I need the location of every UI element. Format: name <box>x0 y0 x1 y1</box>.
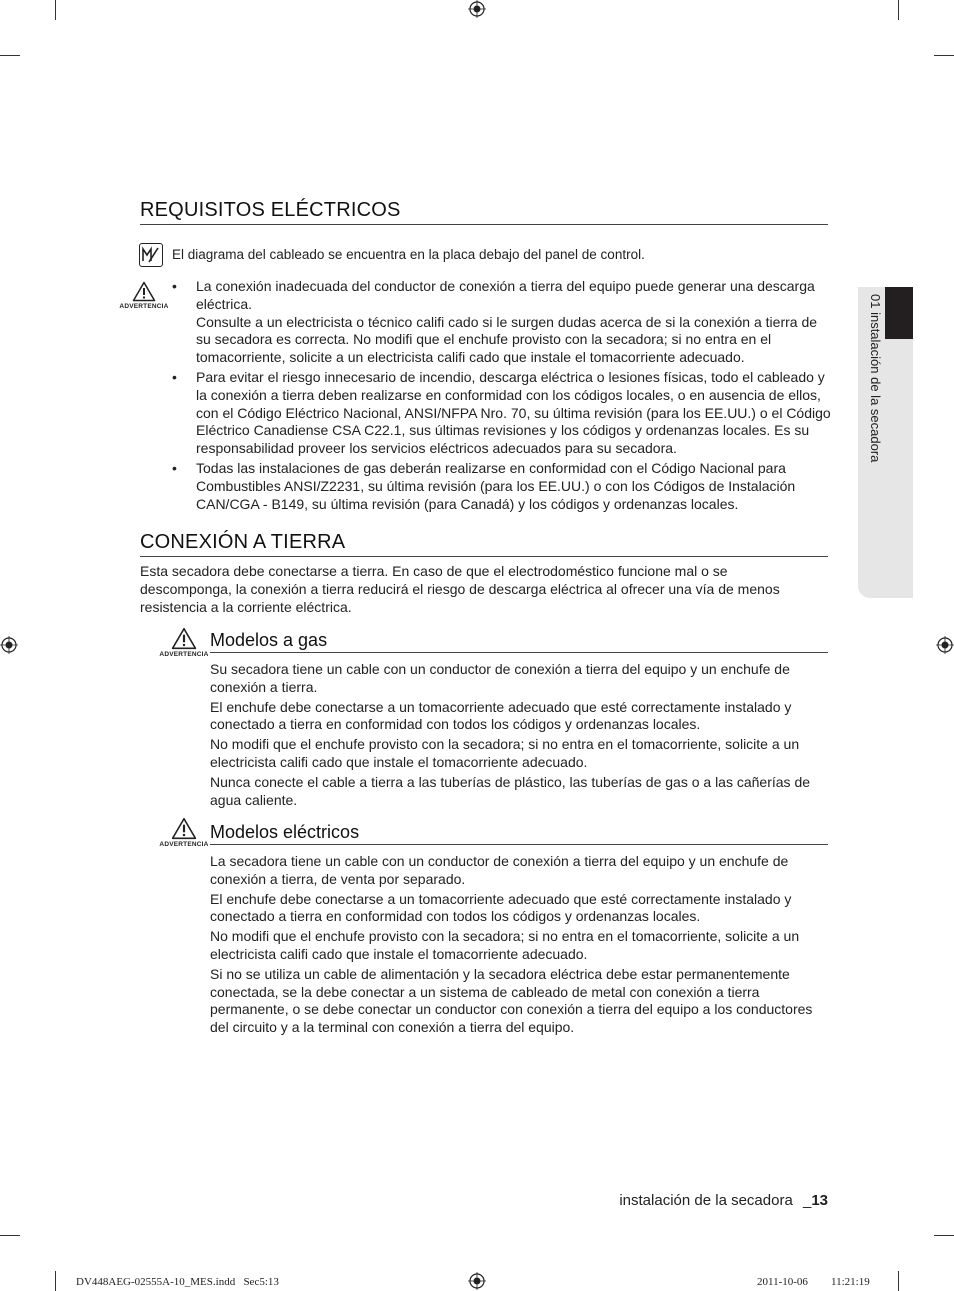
slug-file: DV448AEG-02555A-10_MES.indd Sec5:13 <box>76 1276 279 1288</box>
bullet-text: Todas las instalaciones de gas deberán realizarse en conformidad con el Código Nacional para Combustibles ANSI/Z2231, su última revisión (para los EE.UU.) o con los Códigos de Instalación CAN/CGA - B149, su última revisión (para Canadá) y los códigos y ordenanzas locales. <box>196 459 796 512</box>
section-title-electrical: REQUISITOS ELÉCTRICOS <box>140 199 828 225</box>
warning-label: ADVERTENCIA <box>159 841 209 848</box>
warning-symbol <box>156 627 212 658</box>
crop-mark <box>934 55 954 56</box>
slug-date: 2011-10-06 <box>757 1276 808 1288</box>
bullet-extra-text: Consulte a un electricista o técnico califi cado si le surgen dudas acerca de si la conexión a tierra de su secadora es correcta. No modifi que el enchufe provisto con la secadora; si no entra en el tomacorriente, solicite a un electricista califi cado que instale el tomacorriente adecuado. <box>196 313 818 366</box>
paragraph: La secadora tiene un cable con un conductor de conexión a tierra del equipo y un enchufe de conexión a tierra, de venta por separado. <box>210 853 789 887</box>
subsection-title-gas: Modelos a gas <box>210 630 828 653</box>
crop-mark <box>0 55 20 56</box>
gas-paragraphs <box>210 661 830 811</box>
registration-mark-icon <box>936 636 954 654</box>
subsection-title-electric: Modelos eléctricos <box>210 822 828 845</box>
slug-time: 11:21:19 <box>831 1276 870 1288</box>
list-item: • Para evitar el riesgo innecesario de incendio, descarga eléctrica o lesiones físicas, todo el cableado y la conexión a tierra deben realizarse en conformidad con los códigos locales, o en ausencia de ellos, con el Código Eléctrico Nacional, ANSI/NFPA Nro. 70, su última revisión (para los EE.UU.) o el Código Eléctrico Canadiense CSA C22.1, sus últimas revisiones y los códigos y ordenanzas locales. Es su responsabilidad proveer los servicios eléctricos adecuados para su secadora. <box>172 368 831 457</box>
warning-triangle-icon <box>132 281 156 302</box>
page-footer <box>560 1192 828 1209</box>
bullet-text: La conexión inadecuada del conductor de conexión a tierra del equipo puede generar una descarga eléctrica. <box>196 278 815 312</box>
warning-symbol <box>116 281 172 310</box>
paragraph: El enchufe debe conectarse a un tomacorriente adecuado que esté correctamente instalado y conectado a tierra en conformidad con todos los códigos y ordenanzas locales. <box>210 698 792 733</box>
registration-mark-icon <box>468 1272 486 1290</box>
list-item: • La conexión inadecuada del conductor de conexión a tierra del equipo puede generar una descarga eléctrica. Consulte a un electricista o técnico califi cado si le surgen dudas acerca de si la conexión a tierra de su secadora es correcta. No modifi que el enchufe provisto con la secadora; si no entra en el tomacorriente, solicite a un electricista califi cado que instale el tomacorriente adecuado. <box>172 278 832 367</box>
paragraph: Su secadora tiene un cable con un conductor de conexión a tierra del equipo y un enchufe de conexión a tierra. <box>210 661 790 695</box>
warning-triangle-icon <box>171 817 197 840</box>
crop-mark <box>898 1271 899 1291</box>
bullet-text: Para evitar el riesgo innecesario de incendio, descarga eléctrica o lesiones físicas, todo el cableado y la conexión a tierra deben realizarse en conformidad con los códigos locales, o en ausencia de ellos, con el Código Eléctrico Nacional, ANSI/NFPA Nro. 70, su última revisión (para los EE.UU.) o el Código Eléctrico Canadiense CSA C22.1, sus últimas revisiones y los códigos y ordenanzas locales. Es su responsabilidad proveer los servicios eléctricos adecuados para su secadora. <box>196 368 831 457</box>
warning-triangle-icon <box>171 627 197 650</box>
electric-paragraphs <box>210 853 830 1039</box>
crop-mark <box>55 0 56 20</box>
list-item: • Todas las instalaciones de gas deberán realizarse en conformidad con el Código Nacional para Combustibles ANSI/Z2231, su última revisión (para los EE.UU.) o con los Códigos de Instalación CAN/CGA - B149, su última revisión (para Canadá) y los códigos y ordenanzas locales. <box>172 460 832 513</box>
crop-mark <box>0 1235 20 1236</box>
crop-mark <box>55 1271 56 1291</box>
grounding-intro: Esta secadora debe conectarse a tierra. En caso de que el electrodoméstico funcione mal o se descomponga, la conexión a tierra reducirá el riesgo de descarga eléctrica al ofrecer una vía de menos resistencia a la corriente eléctrica. <box>140 563 780 615</box>
warning-label: ADVERTENCIA <box>159 651 209 658</box>
page-number: 13 <box>811 1192 828 1209</box>
paragraph: No modifi que el enchufe provisto con la secadora; si no entra en el tomacorriente, solicite a un electricista califi cado que instale el tomacorriente adecuado. <box>210 736 800 770</box>
crop-mark <box>898 0 899 20</box>
paragraph: No modifi que el enchufe provisto con la secadora; si no entra en el tomacorriente, solicite a un electricista califi cado que instale el tomacorriente adecuado. <box>210 928 800 962</box>
footer-section: instalación de la secadora <box>619 1192 793 1209</box>
footer-page-prefix: _ <box>802 1192 812 1209</box>
electrical-bullet-list <box>172 278 832 515</box>
paragraph: El enchufe debe conectarse a un tomacorriente adecuado que esté correctamente instalado y conectado a tierra en conformidad con todos los códigos y ordenanzas locales. <box>210 890 792 925</box>
side-tab-marker <box>885 287 913 339</box>
crop-mark <box>934 1235 954 1236</box>
warning-label: ADVERTENCIA <box>119 303 169 310</box>
paragraph: Si no se utiliza un cable de alimentación y la secadora eléctrica debe estar permanentemente conectada, se la debe conectar a un sistema de cableado de metal con conexión a tierra permanente, o se debe conectar un conductor con conexión a tierra del equipo a los conductores del circuito y a la terminal con conexión a tierra del equipo. <box>210 965 813 1036</box>
side-tab-label: 01 instalación de la secadora <box>868 294 883 463</box>
registration-mark-icon <box>468 0 486 18</box>
warning-symbol <box>156 817 212 848</box>
note-text: El diagrama del cableado se encuentra en la placa debajo del panel de control. <box>172 247 645 262</box>
section-title-grounding: CONEXIÓN A TIERRA <box>140 531 828 557</box>
note-icon <box>139 243 163 267</box>
paragraph: Nunca conecte el cable a tierra a las tuberías de plástico, las tuberías de gas o a las cañerías de agua caliente. <box>210 773 811 808</box>
registration-mark-icon <box>0 636 18 654</box>
